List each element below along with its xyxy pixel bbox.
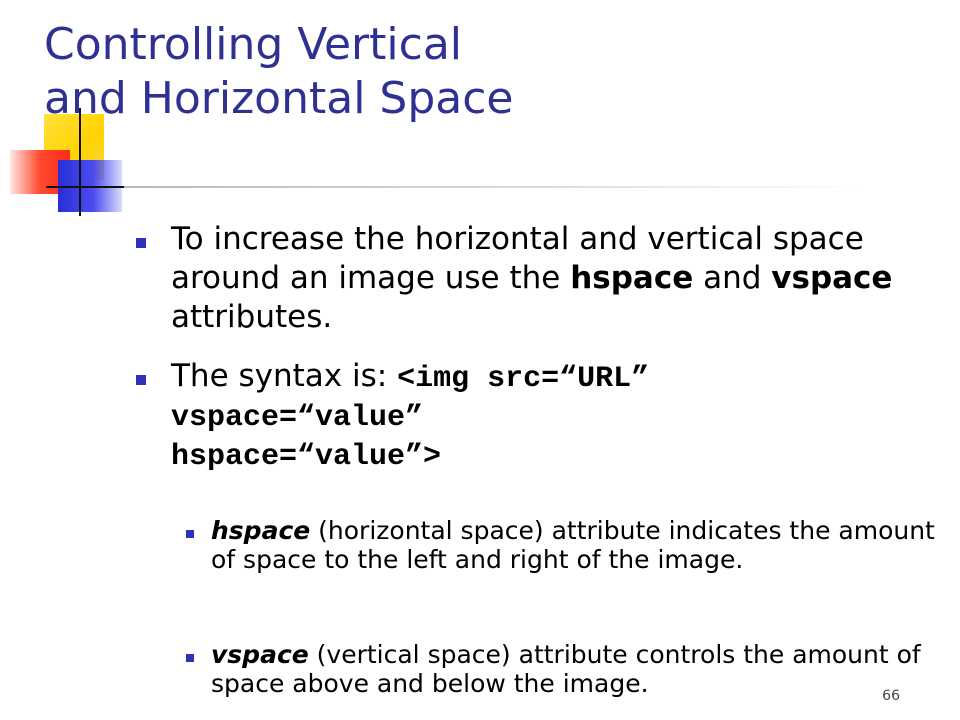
slide-title-line-2: and Horizontal Space (44, 73, 514, 124)
syntax-code-line-3: hspace=“value”> (171, 440, 442, 474)
sub-bullet-marker (186, 530, 194, 538)
bullet-1-text: To increase the horizontal and vertical space around an image use the (171, 221, 864, 296)
bullet-marker (136, 375, 146, 385)
slide-title (44, 18, 924, 126)
syntax-code-line-2: vspace=“value” (171, 401, 424, 435)
sub-bullet-text-2 (211, 640, 941, 698)
bullet-1-text-mid: and (693, 260, 772, 296)
slide-title-line-1: Controlling Vertical (44, 19, 462, 70)
bullet-1-bold-vspace: vspace (771, 260, 893, 296)
bullet-1-text-end: attributes. (171, 299, 333, 335)
bullet-1-bold-hspace: hspace (570, 260, 694, 296)
sub-bullet-1-text: (horizontal space) attribute indicates the amount of space to the left and right of the image. (211, 516, 935, 574)
bullet-text-1 (171, 220, 946, 337)
bullet-text-2 (171, 357, 946, 477)
syntax-code-line-1: <img src=“URL” (397, 362, 650, 396)
bullet-2-text: The syntax is: (171, 358, 398, 394)
sub-bullet-text-1 (211, 516, 941, 574)
page-number: 66 (882, 688, 900, 704)
sub-bullet-1-term: hspace (211, 516, 311, 545)
sub-bullet-2-text: (vertical space) attribute controls the amount of space above and below the image. (211, 640, 921, 698)
logo-horizontal-line (46, 186, 124, 188)
sub-bullet-marker (186, 654, 194, 662)
sub-bullet-2-term: vspace (211, 640, 309, 669)
bullet-marker (136, 238, 146, 248)
title-underline (124, 186, 864, 188)
